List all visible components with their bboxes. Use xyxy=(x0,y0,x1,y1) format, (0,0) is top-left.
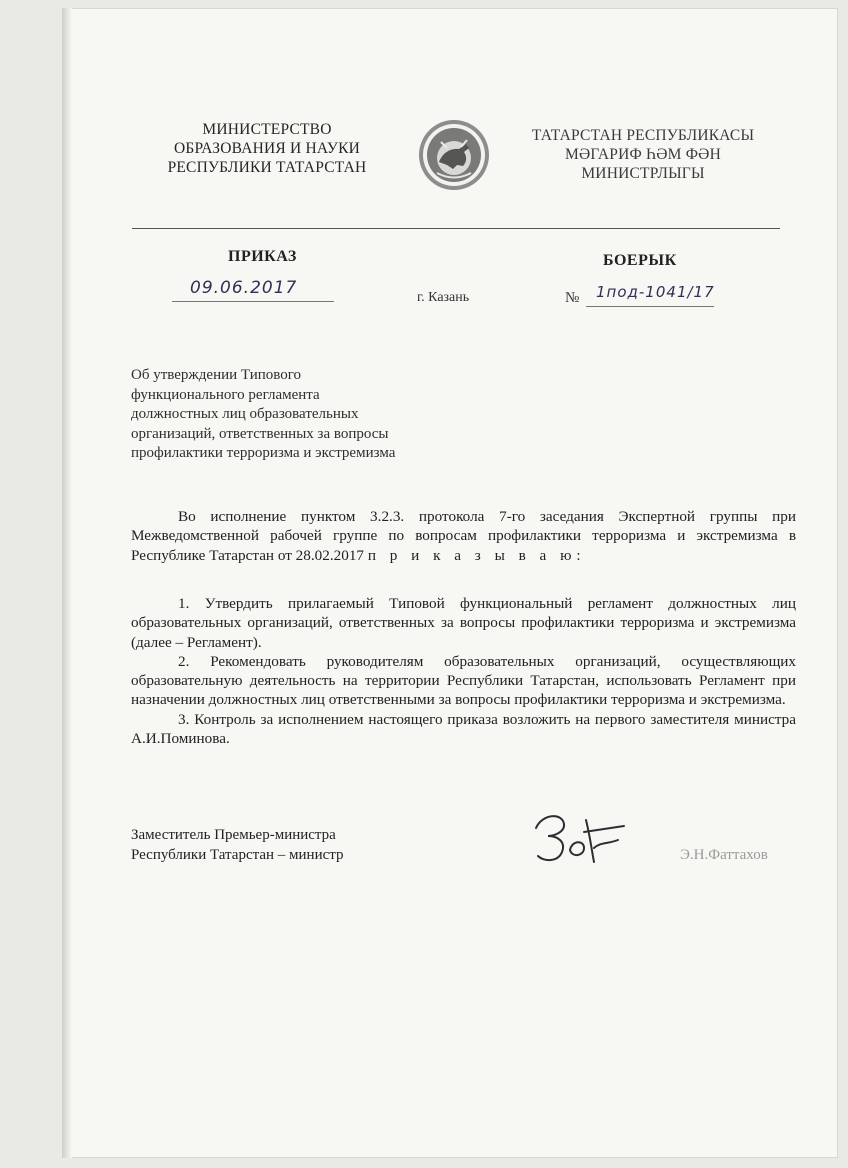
header-left-line: РЕСПУБЛИКИ ТАТАРСТАН xyxy=(167,159,367,176)
tatarstan-emblem-icon xyxy=(417,118,491,192)
order-items xyxy=(131,594,796,748)
order-city: г. Казань xyxy=(417,290,470,305)
ministry-name-ru xyxy=(132,120,402,177)
header-right-line: МИНИСТРЛЫГЫ xyxy=(581,165,705,182)
ministry-name-tt xyxy=(508,126,778,183)
preamble xyxy=(131,507,796,565)
order-number: 1под-1041/17 xyxy=(596,283,715,301)
order-date: 09.06.2017 xyxy=(190,278,298,298)
number-underline xyxy=(586,306,714,307)
order-subject xyxy=(131,366,461,464)
signatory-name: Э.Н.Фаттахов xyxy=(680,847,768,863)
header-left-line: ОБРАЗОВАНИЯ И НАУКИ xyxy=(173,140,361,157)
header-left-line: МИНИСТЕРСТВО xyxy=(202,121,332,138)
order-item: 1. Утвердить прилагаемый Типовой функциональный регламент должностных лиц образовательных организаций, ответственных за вопросы профилактики терроризма и экстремизма (далее – Регламент). xyxy=(131,595,796,651)
subject-line: Об утверждении Типового xyxy=(131,367,302,383)
header-right-line: МӘГАРИФ ҺӘМ ФӘН xyxy=(565,146,721,163)
scan-edge xyxy=(62,8,72,1158)
signatory-position xyxy=(131,826,344,865)
position-line: Республики Татарстан – министр xyxy=(131,846,344,863)
handwritten-signature xyxy=(528,806,628,876)
order-item: 2. Рекомендовать руководителям образовательных организаций, осуществляющих образовательную деятельность на территории Республики Татарстан, использовать Регламент при назначении должностных лиц ответственными за вопросы профилактики терроризма и экстремизма. xyxy=(131,652,796,709)
order-item: 3. Контроль за исполнением настоящего приказа возложить на первого заместителя министра А.И.Поминова. xyxy=(131,710,796,748)
subject-line: функционального регламента xyxy=(131,386,320,403)
subject-line: организаций, ответственных за вопросы xyxy=(131,425,389,442)
position-line: Заместитель Премьер-министра xyxy=(131,827,336,843)
header-divider xyxy=(132,228,780,229)
order-title-ru: ПРИКАЗ xyxy=(228,248,297,265)
preamble-command: п р и к а з ы в а ю: xyxy=(367,546,586,564)
header-right-line: ТАТАРСТАН РЕСПУБЛИКАСЫ xyxy=(531,127,755,144)
preamble-text: Во исполнение пунктом 3.2.3. протокола 7-го заседания Экспертной группы при Межведомственной рабочей группе по вопросам профилактики терроризма и экстремизма в Республике Татарстан от 28.02.2017 xyxy=(131,508,796,564)
number-sign: № xyxy=(565,290,580,306)
subject-line: должностных лиц образовательных xyxy=(131,406,359,422)
subject-line: профилактики терроризма и экстремизма xyxy=(131,445,396,461)
order-title-tt: БОЕРЫК xyxy=(603,252,677,269)
date-underline xyxy=(172,301,334,302)
